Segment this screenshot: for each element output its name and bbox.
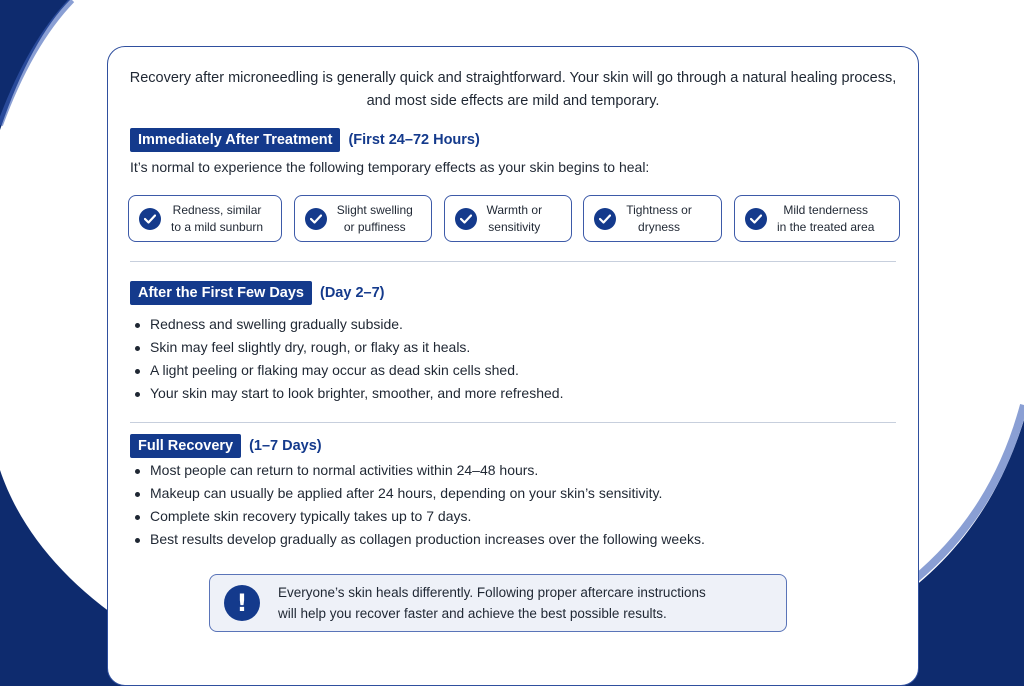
effect-label: Redness, similar to a mild sunburn [171, 202, 264, 234]
section-immediate-subtitle: It’s normal to experience the following temporary effects as your skin begins to heal: [130, 159, 650, 175]
check-circle-icon [594, 208, 616, 230]
effect-chip [583, 195, 722, 242]
effect-chip [128, 195, 282, 242]
check-circle-icon [305, 208, 327, 230]
list-item: A light peeling or flaking may occur as dead skin cells shed. [130, 359, 563, 382]
section-immediate-range: (First 24–72 Hours) [348, 132, 480, 148]
section-divider [130, 422, 896, 423]
effect-label: Warmth or sensitivity [486, 202, 543, 234]
list-item: Redness and swelling gradually subside. [130, 313, 563, 336]
section-days-range: (Day 2–7) [320, 285, 385, 301]
list-item: Skin may feel slightly dry, rough, or flaky as it heals. [130, 336, 563, 359]
section-full-list [130, 459, 705, 551]
section-full-header [130, 434, 322, 458]
list-item: Complete skin recovery typically takes up to 7 days. [130, 505, 705, 528]
section-days-header [130, 281, 384, 305]
note-text: Everyone’s skin heals differently. Following proper aftercare instructions will help you recover faster and achieve the best possible results. [278, 585, 706, 621]
effect-chip [444, 195, 572, 242]
recovery-card [107, 46, 919, 686]
section-days-list [130, 313, 563, 405]
effect-label: Tightness or dryness [626, 202, 692, 234]
check-circle-icon [455, 208, 477, 230]
section-full-title: Full Recovery [130, 434, 241, 458]
list-item: Your skin may start to look brighter, smoother, and more refreshed. [130, 382, 563, 405]
effect-label: Slight swelling or puffiness [336, 202, 413, 234]
aftercare-note [209, 574, 787, 632]
intro-text: Recovery after microneedling is generally quick and straightforward. Your skin will go through a natural healing process, and most side effects are mild and temporary. [129, 70, 897, 109]
section-days-title: After the First Few Days [130, 281, 312, 305]
effects-list [128, 195, 900, 242]
exclamation-icon: ! [224, 585, 260, 621]
effect-chip [294, 195, 432, 242]
effect-label: Mild tenderness in the treated area [777, 202, 875, 234]
list-item: Makeup can usually be applied after 24 hours, depending on your skin’s sensitivity. [130, 482, 705, 505]
list-item: Most people can return to normal activities within 24–48 hours. [130, 459, 705, 482]
section-immediate-header [130, 128, 480, 152]
check-circle-icon [745, 208, 767, 230]
section-full-range: (1–7 Days) [249, 438, 322, 454]
section-immediate-title: Immediately After Treatment [130, 128, 340, 152]
list-item: Best results develop gradually as collagen production increases over the following weeks. [130, 528, 705, 551]
section-divider [130, 261, 896, 262]
effect-chip [734, 195, 900, 242]
check-circle-icon [139, 208, 161, 230]
